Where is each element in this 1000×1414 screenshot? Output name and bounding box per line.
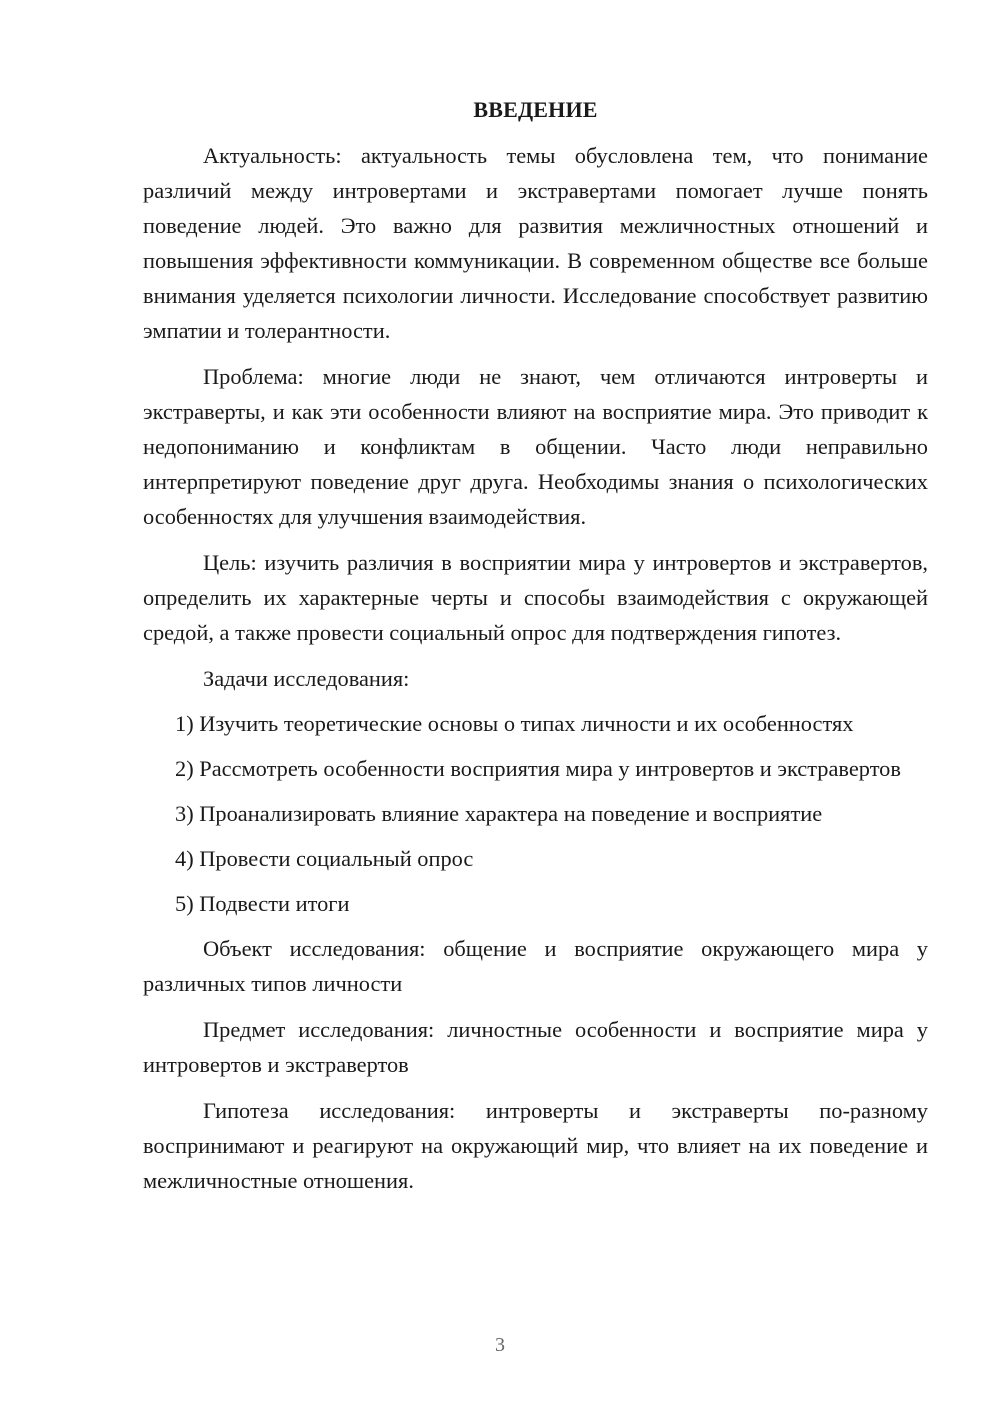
task-item-3: 3) Проанализировать влияние характера на поведение и восприятие [175, 801, 823, 826]
relevance-paragraph: Актуальность: актуальность темы обусловлена тем, что понимание различий между интровертами и экстравертами помогает лучше понять поведение людей. Это важно для развития межличностных отношений и повышения эффективности коммуникации. В современном обществе все больше внимания уделяется психологии личности. Исследование способствует развитию эмпатии и толерантности. [143, 143, 928, 343]
subject-paragraph: Предмет исследования: личностные особенности и восприятие мира у интровертов и экстравертов [143, 1017, 928, 1077]
tasks-title: Задачи исследования: [203, 666, 410, 691]
goal-paragraph: Цель: изучить различия в восприятии мира у интровертов и экстравертов, определить их характерные черты и способы взаимодействия с окружающей средой, а также провести социальный опрос для подтверждения гипотез. [143, 550, 928, 645]
page-title: ВВЕДЕНИЕ [473, 97, 598, 122]
problem-paragraph: Проблема: многие люди не знают, чем отличаются интроверты и экстраверты, и как эти особенности влияют на восприятие мира. Это приводит к недопониманию и конфликтам в общении. Часто люди неправильно интерпретируют поведение друг друга. Необходимы знания о психологических особенностях для улучшения взаимодействия. [143, 364, 928, 529]
task-item-4: 4) Провести социальный опрос [175, 846, 474, 871]
task-item-2: 2) Рассмотреть особенности восприятия мира у интровертов и экстравертов [175, 756, 901, 781]
object-paragraph: Объект исследования: общение и восприятие окружающего мира у различных типов личности [143, 936, 928, 996]
hypothesis-paragraph: Гипотеза исследования: интроверты и экстраверты по-разному воспринимают и реагируют на окружающий мир, что влияет на их поведение и межличностные отношения. [143, 1098, 928, 1193]
task-item-5: 5) Подвести итоги [175, 891, 350, 916]
document-page [143, 95, 928, 1209]
page-number: 3 [495, 1334, 505, 1356]
task-item-1: 1) Изучить теоретические основы о типах личности и их особенностях [175, 711, 854, 736]
